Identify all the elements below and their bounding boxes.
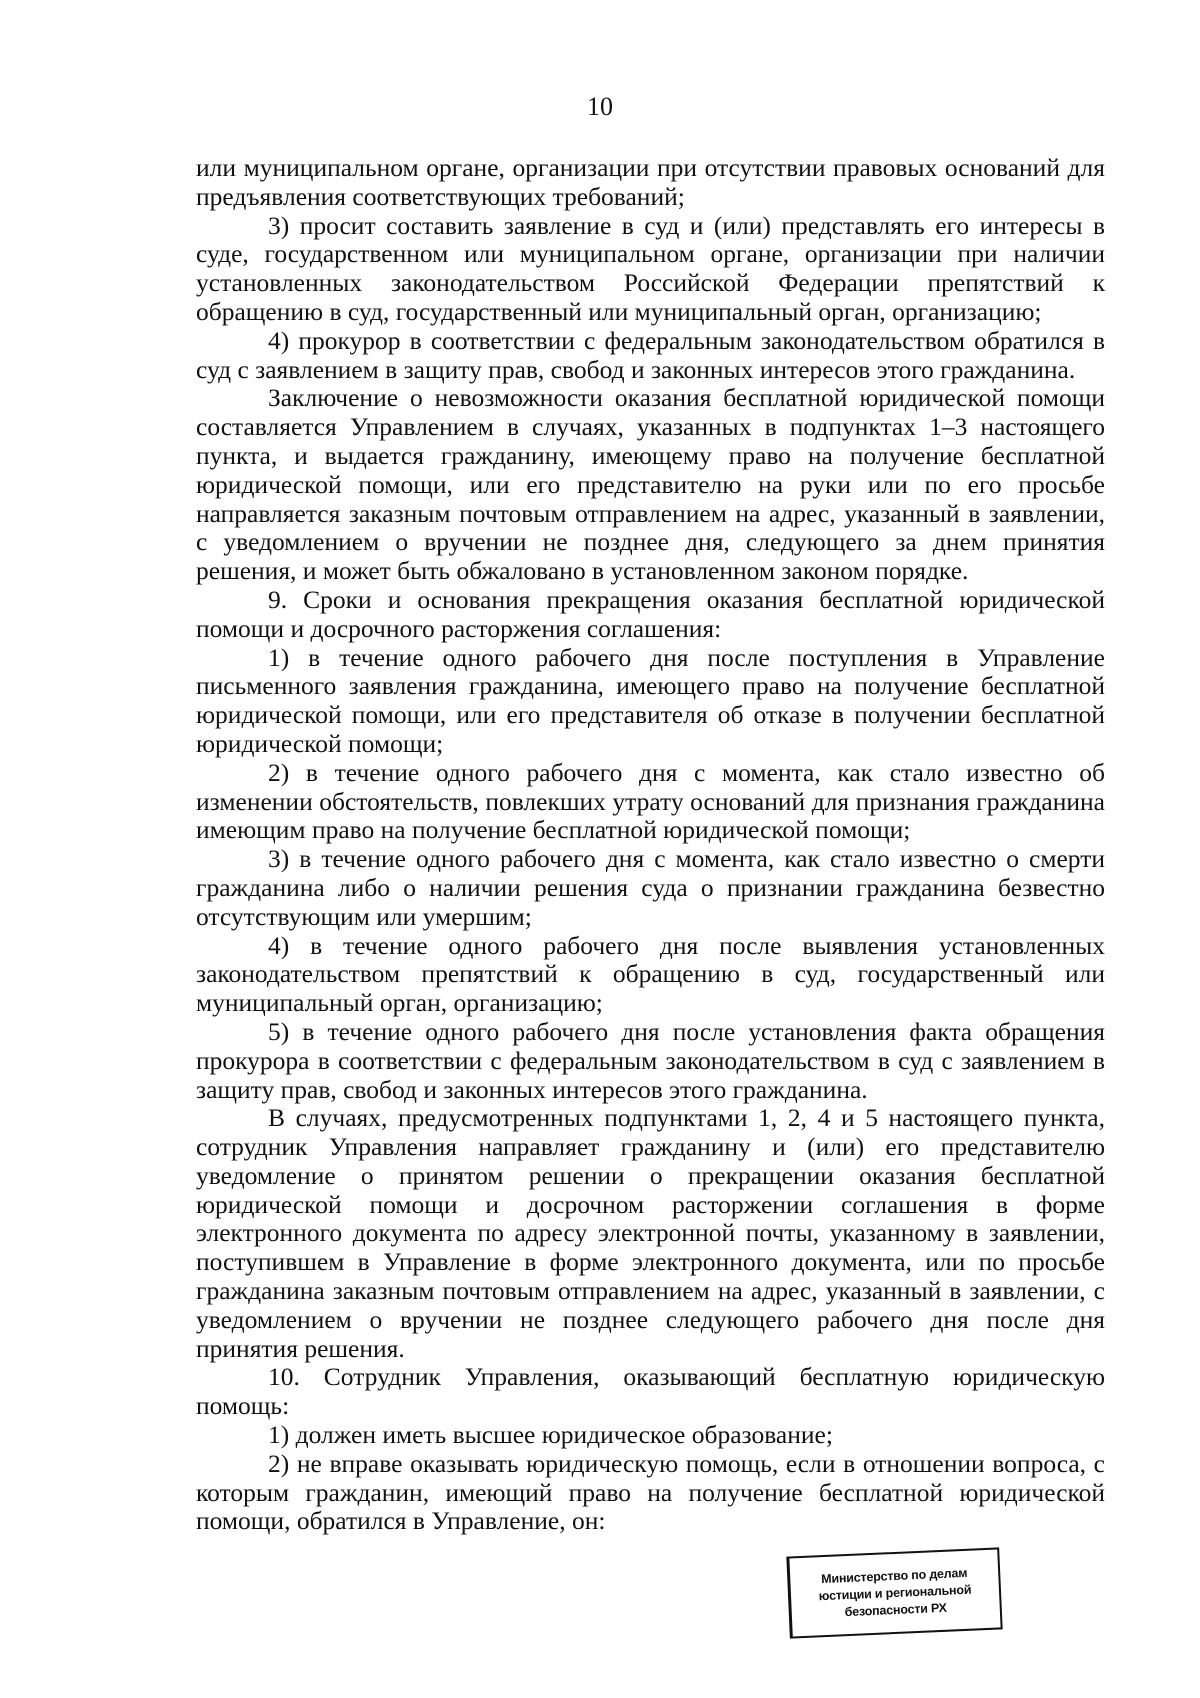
paragraph-conclusion: Заключение о невозможности оказания бесплатной юридической помощи составляется Управлением в случаях, указанных в подпунктах 1–3 настоящего пункта, и выдается гражданину, имеющему право на получение бесплатной юридической помощи, или его представителю на руки или по его просьбе направляется заказным почтовым отправлением на адрес, указанный в заявлении, с уведомлением о вручении не позднее дня, следующего за днем принятия решения, и может быть обжаловано в установленном законом порядке. bbox=[196, 383, 1105, 586]
paragraph-9-item-1: 1) в течение одного рабочего дня после поступления в Управление письменного заявления гражданина, имеющего право на получение бесплатной юридической помощи, или его представителя об отказе в получении бесплатной юридической помощи; bbox=[196, 642, 1105, 758]
paragraph-subitem-3: 3) просит составить заявление в суд и (или) представлять его интересы в суде, государственном или муниципальном органе, организации при наличии установленных законодательством Российской Федерации препятствий к обращению в суд, государственный или муниципальный орган, организацию; bbox=[196, 210, 1105, 326]
paragraph-9-item-4: 4) в течение одного рабочего дня после выявления установленных законодательством препятствий к обращению в суд, государственный или муниципальный орган, организацию; bbox=[196, 930, 1105, 1018]
paragraph-subitem-4: 4) прокурор в соответствии с федеральным законодательством обратился в суд с заявлением в защиту прав, свобод и законных интересов этого гражданина. bbox=[196, 325, 1105, 384]
paragraph-notification: В случаях, предусмотренных подпунктами 1, 2, 4 и 5 настоящего пункта, сотрудник Управления направляет гражданину и (или) его представителю уведомление о принятом решении о прекращении оказания бесплатной юридической помощи и досрочном расторжении соглашения в форме электронного документа по адресу электронной почты, указанному в заявлении, поступившем в Управление в форме электронного документа, или по просьбе гражданина заказным почтовым отправлением на адрес, указанный в заявлении, с уведомлением о вручении не позднее следующего рабочего дня после дня принятия решения. bbox=[196, 1103, 1105, 1363]
paragraph-9-item-2: 2) в течение одного рабочего дня с момента, как стало известно об изменении обстоятельств, повлекших утрату оснований для признания гражданина имеющим право на получение бесплатной юридической помощи; bbox=[196, 757, 1105, 845]
paragraph-9-item-5: 5) в течение одного рабочего дня после установления факта обращения прокурора в соответствии с федеральным законодательством в суд с заявлением в защиту прав, свобод и законных интересов этого гражданина. bbox=[196, 1016, 1105, 1104]
paragraph-10-item-2: 2) не вправе оказывать юридическую помощь, если в отношении вопроса, с которым гражданин, имеющий право на получение бесплатной юридической помощи, обратился в Управление, он: bbox=[196, 1448, 1105, 1536]
stamp-line: юстиции и региональной bbox=[818, 1582, 972, 1603]
page-number: 10 bbox=[587, 92, 613, 121]
paragraph-10-item-1: 1) должен иметь высшее юридическое образование; bbox=[268, 1420, 833, 1450]
paragraph-continuation: или муниципальном органе, организации при отсутствии правовых оснований для предъявления соответствующих требований; bbox=[196, 153, 1105, 211]
document-body bbox=[196, 154, 1105, 1536]
paragraph-section-10: 10. Сотрудник Управления, оказывающий бесплатную юридическую помощь: bbox=[196, 1362, 1105, 1421]
stamp-line: Министерство по делам bbox=[820, 1565, 968, 1586]
paragraph-section-9: 9. Сроки и основания прекращения оказания бесплатной юридической помощи и досрочного расторжения соглашения: bbox=[196, 584, 1105, 643]
paragraph-9-item-3: 3) в течение одного рабочего дня с момента, как стало известно о смерти гражданина либо о наличии решения суда о признании гражданина безвестно отсутствующим или умершим; bbox=[196, 844, 1105, 931]
ministry-stamp bbox=[786, 1547, 1002, 1638]
stamp-line: безопасности РХ bbox=[844, 1600, 948, 1619]
